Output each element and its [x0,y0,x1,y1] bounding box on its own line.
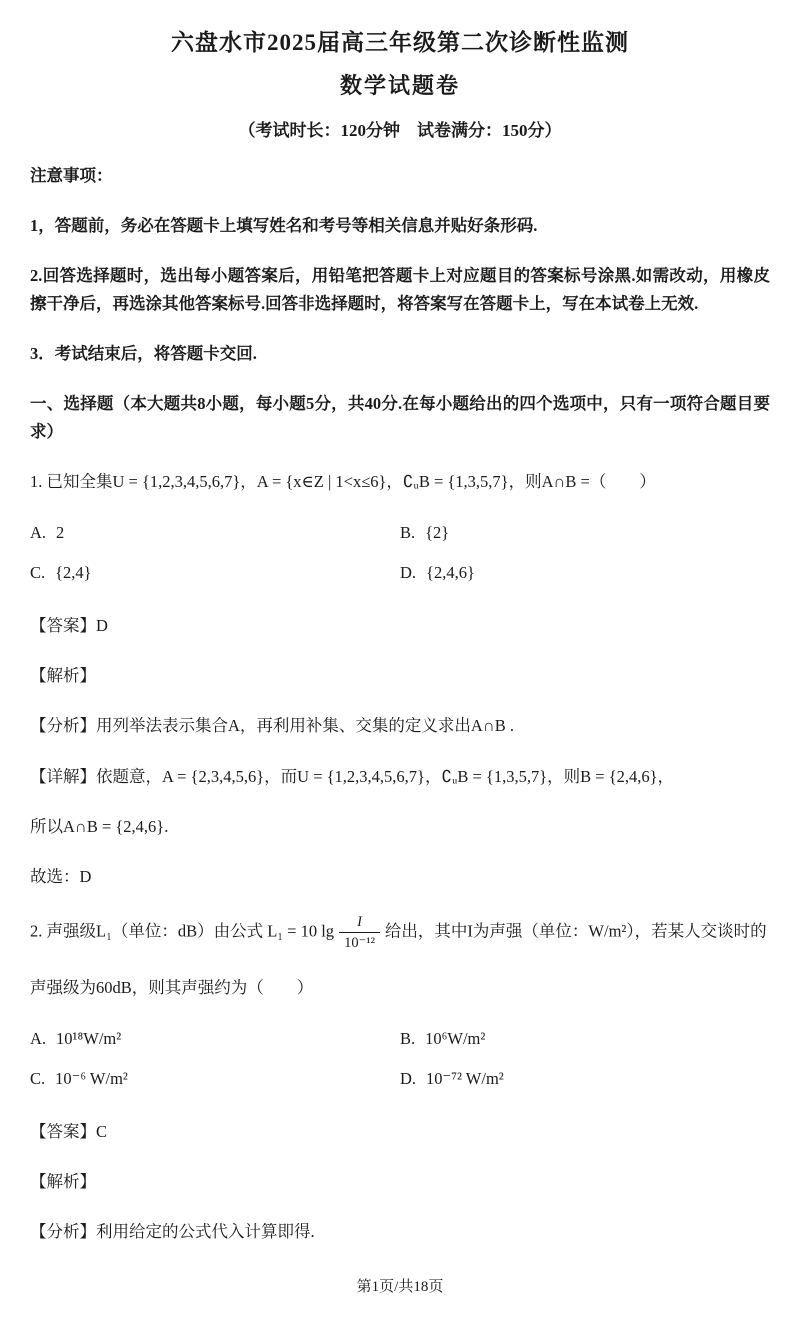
q1-suoyi: 所以A∩B = {2,4,6}. [30,816,169,836]
option-text: 10¹⁸W/m² [56,1028,122,1048]
section-heading: 一、选择题（本大题共8小题，每小题5分，共40分.在每小题给出的四个选项中，只有一项符合题目要求） [30,394,770,442]
option-label: C. [30,1068,46,1088]
q1-jiexi-label: 【解析】 [30,666,96,686]
option-text: 10⁶W/m² [425,1028,486,1048]
fraction-denominator: 10⁻¹² [344,934,375,951]
q2-option-b [400,1029,770,1049]
notices-heading: 注意事项： [30,166,113,185]
notice-item-2: 2.回答选择题时，选出每小题答案后，用铅笔把答题卡上对应题目的答案标号涂黑.如需改动，用橡皮擦干净后，再选涂其他答案标号.回答非选择题时，将答案写在答题卡上，写在本试卷上无效. [30,266,770,314]
q1-xiangjie: 【详解】依题意，A = {2,3,4,5,6}，而U = {1,2,3,4,5,6,7}，∁ᵤB = {1,3,5,7}，则B = {2,4,6}， [30,766,675,786]
fraction [339,913,380,952]
q2-answer: 【答案】C [30,1121,108,1141]
option-label: D. [400,1068,417,1088]
q2-stem-line2: 声强级为60dB，则其声强约为（ ） [30,977,314,997]
option-label: C. [30,563,46,583]
option-text: {2,4,6} [426,563,475,583]
fraction-numerator: I [339,913,380,933]
exam-subtitle: 数学试题卷 [339,73,460,98]
option-label: D. [400,563,417,583]
q2-option-c [30,1069,400,1089]
option-label: B. [400,1028,416,1048]
option-text: 10⁻⁶ W/m² [55,1068,128,1088]
q1-stem: 1. 已知全集U = {1,2,3,4,5,6,7}，A = {x∈Z | 1<x≤6}，∁ᵤB = {1,3,5,7}，则A∩B =（ ） [30,472,656,492]
q1-option-a [30,523,400,543]
notice-item-1: 1，答题前，务必在答题卡上填写姓名和考号等相关信息并贴好条形码. [30,216,538,236]
exam-title: 六盘水市2025届高三年级第二次诊断性监测 [171,30,629,55]
q1-option-b [400,523,770,543]
option-text: {2,4} [55,563,92,583]
q1-option-d [400,563,770,583]
q2-stem-before: 2. 声强级L₁（单位：dB）由公式 L₁ = 10 lg [30,921,335,941]
q1-fenxi: 【分析】用列举法表示集合A，再利用补集、交集的定义求出A∩B . [30,716,515,736]
q2-stem [30,913,770,952]
option-label: A. [30,523,47,543]
q1-options [30,523,770,583]
exam-meta: （考试时长：120分钟 试卷满分：150分） [238,121,562,140]
q1-option-c [30,563,400,583]
q2-fenxi: 【分析】利用给定的公式代入计算即得. [30,1222,315,1242]
q2-jiexi-label: 【解析】 [30,1172,96,1191]
option-label: B. [400,523,416,543]
option-text: 2 [56,523,65,543]
q2-stem-after: 给出，其中I为声强（单位：W/m²），若某人交谈时的 [384,921,767,941]
page-number: 第1页/共18页 [356,1279,444,1296]
option-text: {2} [425,523,450,543]
notice-item-3: 3．考试结束后，将答题卡交回. [30,344,257,364]
q1-guxuan: 故选：D [30,866,92,886]
q2-options [30,1029,770,1089]
option-label: A. [30,1028,47,1048]
q1-answer: 【答案】D [30,616,108,636]
q2-option-d [400,1069,770,1089]
option-text: 10⁻⁷² W/m² [426,1068,504,1088]
q2-option-a [30,1029,400,1049]
